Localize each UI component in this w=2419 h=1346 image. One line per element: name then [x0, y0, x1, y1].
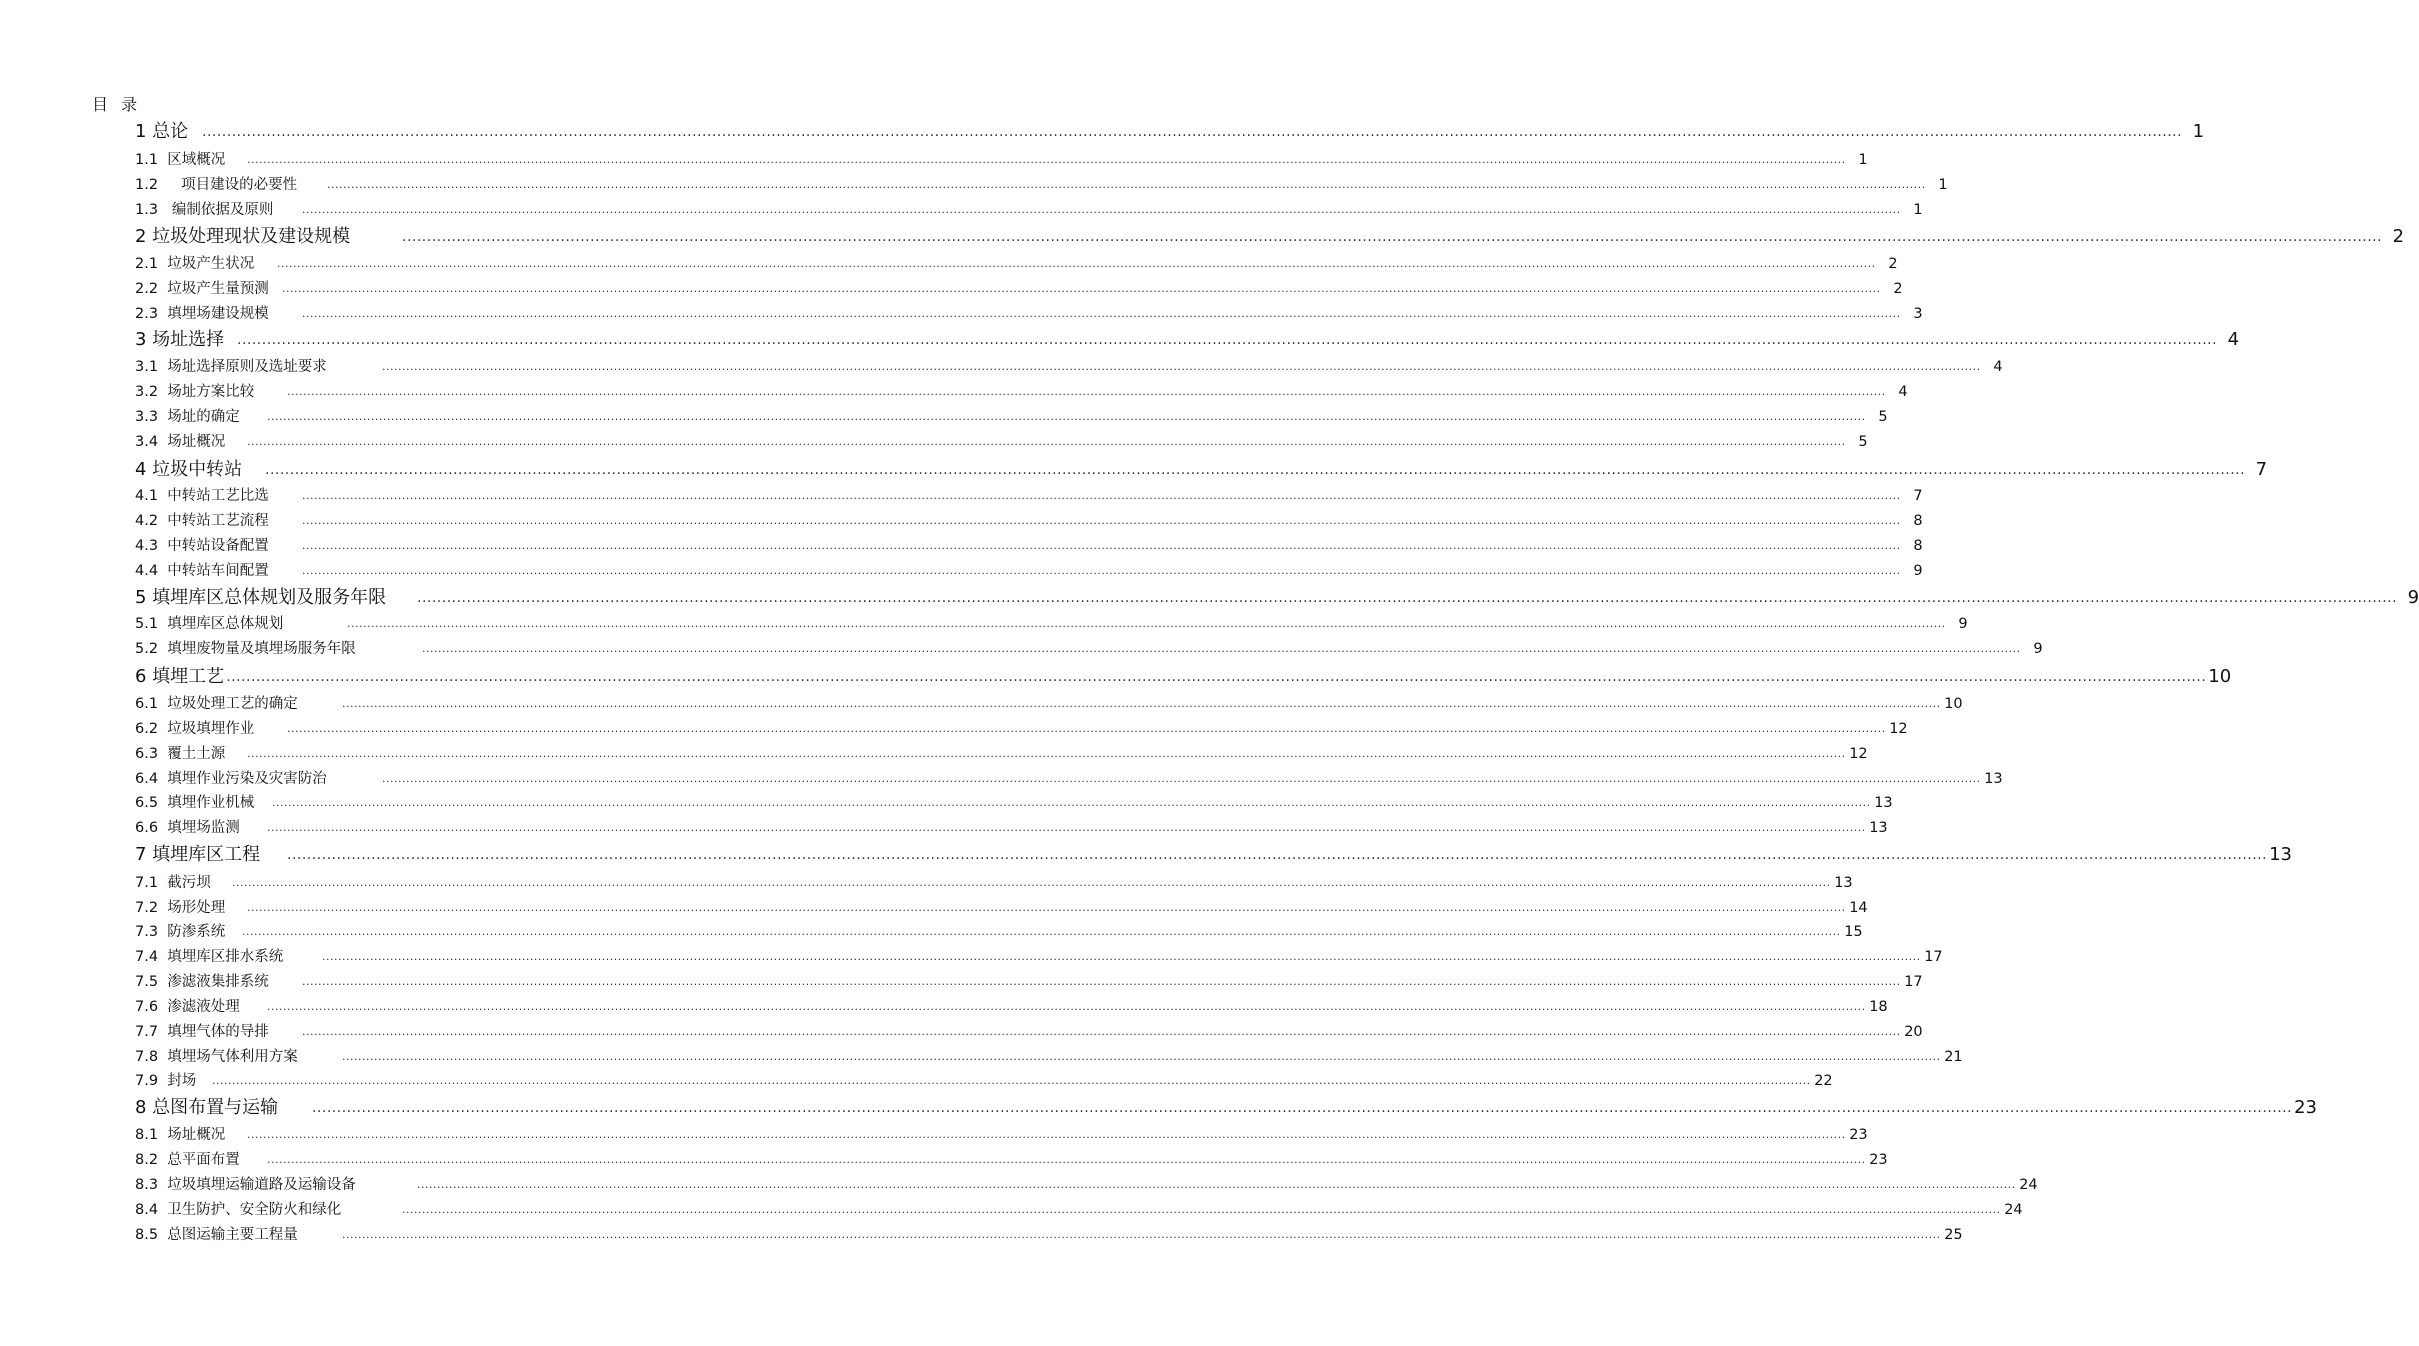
toc-page-number: 21 [1944, 1049, 1963, 1065]
toc-section-entry[interactable] [135, 947, 1943, 967]
toc-page-number: 9 [1958, 616, 1968, 632]
toc-dot-leader: ................................................................................................................................................................................................................................................................................................................................................................................................................ [417, 590, 2398, 606]
toc-page-number: 2 [1888, 256, 1898, 272]
toc-section-entry[interactable] [135, 200, 1923, 220]
toc-dot-leader: ................................................................................................................................................................................................................................................................................................................................................................................................................ [302, 1025, 1901, 1038]
toc-title: 目 录 [92, 95, 142, 114]
toc-entry-label: 4 垃圾中转站 [135, 459, 243, 480]
toc-entry-label: 8.5 总图运输主要工程量 [135, 1227, 298, 1243]
toc-page-number: 15 [1844, 924, 1863, 940]
toc-entry-label: 2.1 垃圾产生状况 [135, 256, 255, 272]
toc-dot-leader: ................................................................................................................................................................................................................................................................................................................................................................................................................ [302, 514, 1901, 527]
toc-dot-leader: ................................................................................................................................................................................................................................................................................................................................................................................................................ [382, 360, 1981, 373]
toc-chapter-entry[interactable] [135, 458, 2268, 482]
toc-dot-leader: ................................................................................................................................................................................................................................................................................................................................................................................................................ [287, 847, 2268, 863]
toc-dot-leader: ................................................................................................................................................................................................................................................................................................................................................................................................................ [302, 203, 1901, 216]
toc-section-entry[interactable] [135, 407, 1888, 427]
toc-page-number: 5 [1858, 434, 1868, 450]
toc-page-number: 7 [1913, 488, 1923, 504]
toc-entry-label: 6.5 填埋作业机械 [135, 795, 255, 811]
toc-entry-label: 1 总论 [135, 121, 189, 142]
toc-dot-leader: ................................................................................................................................................................................................................................................................................................................................................................................................................ [302, 539, 1901, 552]
toc-entry-label: 5 填埋库区总体规划及服务年限 [135, 587, 387, 608]
toc-dot-leader: ................................................................................................................................................................................................................................................................................................................................................................................................................ [302, 489, 1901, 502]
toc-page-number: 17 [1904, 974, 1923, 990]
toc-dot-leader: ................................................................................................................................................................................................................................................................................................................................................................................................................ [247, 901, 1846, 914]
toc-dot-leader: ................................................................................................................................................................................................................................................................................................................................................................................................................ [267, 821, 1866, 834]
toc-section-entry[interactable] [135, 719, 1908, 739]
toc-dot-leader: ................................................................................................................................................................................................................................................................................................................................................................................................................ [267, 410, 1866, 423]
toc-section-entry[interactable] [135, 304, 1923, 324]
toc-section-entry[interactable] [135, 511, 1923, 531]
toc-entry-label: 7.7 填埋气体的导排 [135, 1024, 269, 1040]
toc-entry-label: 6.2 垃圾填埋作业 [135, 721, 255, 737]
toc-page-number: 3 [1913, 306, 1923, 322]
toc-entry-label: 2 垃圾处理现状及建设规模 [135, 226, 351, 247]
toc-entry-label: 7.9 封场 [135, 1073, 197, 1089]
toc-dot-leader: ................................................................................................................................................................................................................................................................................................................................................................................................................ [287, 385, 1886, 398]
toc-page-number: 13 [1874, 795, 1893, 811]
toc-entry-label: 1.2 项目建设的必要性 [135, 177, 298, 193]
toc-chapter-entry[interactable] [135, 1096, 2317, 1120]
toc-section-entry[interactable] [135, 1047, 1963, 1067]
toc-entry-label: 8.3 垃圾填埋运输道路及运输设备 [135, 1177, 356, 1193]
toc-entry-label: 1.3 编制依据及原则 [135, 202, 274, 218]
toc-section-entry[interactable] [135, 1071, 1833, 1091]
toc-page-number: 8 [1913, 538, 1923, 554]
toc-chapter-entry[interactable] [135, 225, 2405, 249]
toc-section-entry[interactable] [135, 561, 1923, 581]
toc-section-entry[interactable] [135, 793, 1893, 813]
toc-section-entry[interactable] [135, 614, 1968, 634]
toc-entry-label: 3.2 场址方案比较 [135, 384, 255, 400]
toc-page-number: 7 [2255, 459, 2268, 480]
toc-page-number: 9 [1913, 563, 1923, 579]
toc-page-number: 14 [1849, 900, 1868, 916]
toc-entry-label: 6 填埋工艺 [135, 666, 225, 687]
toc-page-number: 25 [1944, 1227, 1963, 1243]
toc-section-entry[interactable] [135, 254, 1898, 274]
toc-page-number: 1 [1858, 152, 1868, 168]
toc-section-entry[interactable] [135, 432, 1868, 452]
toc-entry-label: 6.6 填埋场监测 [135, 820, 240, 836]
toc-page-number: 24 [2004, 1202, 2023, 1218]
toc-dot-leader: ................................................................................................................................................................................................................................................................................................................................................................................................................ [247, 1128, 1846, 1141]
toc-page-number: 12 [1889, 721, 1908, 737]
toc-entry-label: 8 总图布置与运输 [135, 1097, 279, 1118]
toc-page-number: 20 [1904, 1024, 1923, 1040]
toc-dot-leader: ................................................................................................................................................................................................................................................................................................................................................................................................................ [302, 564, 1901, 577]
toc-entry-label: 6.4 填埋作业污染及灾害防治 [135, 771, 327, 787]
toc-page-number: 10 [1944, 696, 1963, 712]
toc-section-entry[interactable] [135, 279, 1903, 299]
toc-dot-leader: ................................................................................................................................................................................................................................................................................................................................................................................................................ [342, 697, 1941, 710]
toc-section-entry[interactable] [135, 694, 1963, 714]
toc-dot-leader: ................................................................................................................................................................................................................................................................................................................................................................................................................ [202, 124, 2183, 140]
toc-entry-label: 7.4 填埋库区排水系统 [135, 949, 284, 965]
toc-entry-label: 7.1 截污坝 [135, 875, 211, 891]
toc-dot-leader: ................................................................................................................................................................................................................................................................................................................................................................................................................ [212, 1074, 1811, 1087]
toc-entry-label: 4.2 中转站工艺流程 [135, 513, 269, 529]
toc-entry-label: 8.1 场址概况 [135, 1127, 226, 1143]
toc-dot-leader: ................................................................................................................................................................................................................................................................................................................................................................................................................ [422, 642, 2021, 655]
toc-dot-leader: ................................................................................................................................................................................................................................................................................................................................................................................................................ [322, 950, 1921, 963]
toc-section-entry[interactable] [135, 922, 1863, 942]
toc-entry-label: 8.4 卫生防护、安全防火和绿化 [135, 1202, 342, 1218]
toc-dot-leader: ................................................................................................................................................................................................................................................................................................................................................................................................................ [327, 178, 1926, 191]
toc-page-number: 17 [1924, 949, 1943, 965]
toc-page-number: 1 [1938, 177, 1948, 193]
toc-dot-leader: ................................................................................................................................................................................................................................................................................................................................................................................................................ [417, 1178, 2016, 1191]
toc-chapter-entry[interactable] [135, 328, 2240, 352]
toc-entry-label: 5.1 填埋库区总体规划 [135, 616, 284, 632]
toc-dot-leader: ................................................................................................................................................................................................................................................................................................................................................................................................................ [232, 876, 1831, 889]
toc-section-entry[interactable] [135, 1175, 2038, 1195]
toc-dot-leader: ................................................................................................................................................................................................................................................................................................................................................................................................................ [402, 229, 2383, 245]
toc-section-entry[interactable] [135, 744, 1868, 764]
toc-page-number: 13 [2269, 844, 2292, 865]
toc-dot-leader: ................................................................................................................................................................................................................................................................................................................................................................................................................ [237, 332, 2218, 348]
toc-page-number: 9 [2033, 641, 2043, 657]
toc-entry-label: 7.5 渗滤液集排系统 [135, 974, 269, 990]
toc-dot-leader: ................................................................................................................................................................................................................................................................................................................................................................................................................ [242, 925, 1841, 938]
toc-dot-leader: ................................................................................................................................................................................................................................................................................................................................................................................................................ [282, 282, 1881, 295]
toc-section-entry[interactable] [135, 1150, 1888, 1170]
toc-page-number: 1 [1913, 202, 1923, 218]
toc-page-number: 13 [1984, 771, 2003, 787]
toc-dot-leader: ................................................................................................................................................................................................................................................................................................................................................................................................................ [272, 796, 1871, 809]
toc-entry-label: 6.1 垃圾处理工艺的确定 [135, 696, 298, 712]
toc-section-entry[interactable] [135, 150, 1868, 170]
toc-entry-label: 5.2 填埋废物量及填埋场服务年限 [135, 641, 356, 657]
toc-dot-leader: ................................................................................................................................................................................................................................................................................................................................................................................................................ [302, 307, 1901, 320]
toc-entry-label: 8.2 总平面布置 [135, 1152, 240, 1168]
toc-section-entry[interactable] [135, 382, 1908, 402]
toc-section-entry[interactable] [135, 972, 1923, 992]
toc-entry-label: 4.3 中转站设备配置 [135, 538, 269, 554]
toc-entry-label: 3.4 场址概况 [135, 434, 226, 450]
toc-section-entry[interactable] [135, 486, 1923, 506]
toc-dot-leader: ................................................................................................................................................................................................................................................................................................................................................................................................................ [382, 772, 1981, 785]
toc-page-number: 23 [1869, 1152, 1888, 1168]
toc-section-entry[interactable] [135, 536, 1923, 556]
toc-entry-label: 3.3 场址的确定 [135, 409, 240, 425]
toc-chapter-entry[interactable] [135, 665, 2232, 689]
toc-page-number: 18 [1869, 999, 1888, 1015]
toc-section-entry[interactable] [135, 357, 2003, 377]
toc-dot-leader: ................................................................................................................................................................................................................................................................................................................................................................................................................ [287, 722, 1886, 735]
toc-section-entry[interactable] [135, 1125, 1868, 1145]
toc-section-entry[interactable] [135, 873, 1853, 893]
toc-page-number: 1 [2192, 121, 2205, 142]
toc-section-entry[interactable] [135, 1022, 1923, 1042]
toc-page-number: 13 [1834, 875, 1853, 891]
toc-section-entry[interactable] [135, 639, 2043, 659]
toc-dot-leader: ................................................................................................................................................................................................................................................................................................................................................................................................................ [402, 1203, 2001, 1216]
toc-page-number: 23 [1849, 1127, 1868, 1143]
toc-dot-leader: ................................................................................................................................................................................................................................................................................................................................................................................................................ [302, 975, 1901, 988]
toc-section-entry[interactable] [135, 898, 1868, 918]
toc-page-number: 2 [2392, 226, 2405, 247]
toc-entry-label: 7 填埋库区工程 [135, 844, 261, 865]
toc-dot-leader: ................................................................................................................................................................................................................................................................................................................................................................................................................ [347, 617, 1946, 630]
toc-entry-label: 2.3 填埋场建设规模 [135, 306, 269, 322]
toc-entry-label: 3 场址选择 [135, 329, 225, 350]
toc-dot-leader: ................................................................................................................................................................................................................................................................................................................................................................................................................ [265, 462, 2246, 478]
toc-page-number: 12 [1849, 746, 1868, 762]
toc-page-number: 22 [1814, 1073, 1833, 1089]
toc-dot-leader: ................................................................................................................................................................................................................................................................................................................................................................................................................ [277, 257, 1876, 270]
toc-dot-leader: ................................................................................................................................................................................................................................................................................................................................................................................................................ [312, 1100, 2293, 1116]
toc-page-number: 5 [1878, 409, 1888, 425]
toc-entry-label: 7.6 渗滤液处理 [135, 999, 240, 1015]
toc-section-entry[interactable] [135, 1225, 1963, 1245]
toc-entry-label: 3.1 场址选择原则及选址要求 [135, 359, 327, 375]
toc-section-entry[interactable] [135, 175, 1948, 195]
toc-page-number: 24 [2019, 1177, 2038, 1193]
toc-page-number: 13 [1869, 820, 1888, 836]
toc-entry-label: 7.3 防渗系统 [135, 924, 226, 940]
toc-dot-leader: ................................................................................................................................................................................................................................................................................................................................................................................................................ [247, 747, 1846, 760]
toc-page-number: 9 [2407, 587, 2419, 608]
toc-chapter-entry[interactable] [135, 586, 2419, 610]
toc-chapter-entry[interactable] [135, 120, 2205, 144]
toc-chapter-entry[interactable] [135, 843, 2292, 867]
toc-dot-leader: ................................................................................................................................................................................................................................................................................................................................................................................................................ [226, 669, 2207, 685]
toc-page-number: 10 [2208, 666, 2232, 687]
toc-section-entry[interactable] [135, 1200, 2023, 1220]
toc-page-number: 4 [2227, 329, 2240, 350]
toc-entry-label: 1.1 区域概况 [135, 152, 226, 168]
toc-page-number: 4 [1898, 384, 1908, 400]
toc-page-number: 23 [2294, 1097, 2317, 1118]
toc-dot-leader: ................................................................................................................................................................................................................................................................................................................................................................................................................ [342, 1228, 1941, 1241]
toc-dot-leader: ................................................................................................................................................................................................................................................................................................................................................................................................................ [247, 435, 1846, 448]
toc-dot-leader: ................................................................................................................................................................................................................................................................................................................................................................................................................ [247, 153, 1846, 166]
toc-entry-label: 2.2 垃圾产生量预测 [135, 281, 269, 297]
toc-section-entry[interactable] [135, 818, 1888, 838]
toc-entry-label: 4.1 中转站工艺比选 [135, 488, 269, 504]
toc-entry-label: 6.3 覆土土源 [135, 746, 226, 762]
toc-page-number: 8 [1913, 513, 1923, 529]
toc-dot-leader: ................................................................................................................................................................................................................................................................................................................................................................................................................ [267, 1153, 1866, 1166]
toc-dot-leader: ................................................................................................................................................................................................................................................................................................................................................................................................................ [342, 1050, 1941, 1063]
toc-entry-label: 4.4 中转站车间配置 [135, 563, 269, 579]
toc-entry-label: 7.8 填埋场气体利用方案 [135, 1049, 298, 1065]
toc-page-number: 2 [1893, 281, 1903, 297]
toc-dot-leader: ................................................................................................................................................................................................................................................................................................................................................................................................................ [267, 1000, 1866, 1013]
toc-section-entry[interactable] [135, 769, 2003, 789]
toc-entry-label: 7.2 场形处理 [135, 900, 226, 916]
toc-page-number: 4 [1993, 359, 2003, 375]
toc-section-entry[interactable] [135, 997, 1888, 1017]
